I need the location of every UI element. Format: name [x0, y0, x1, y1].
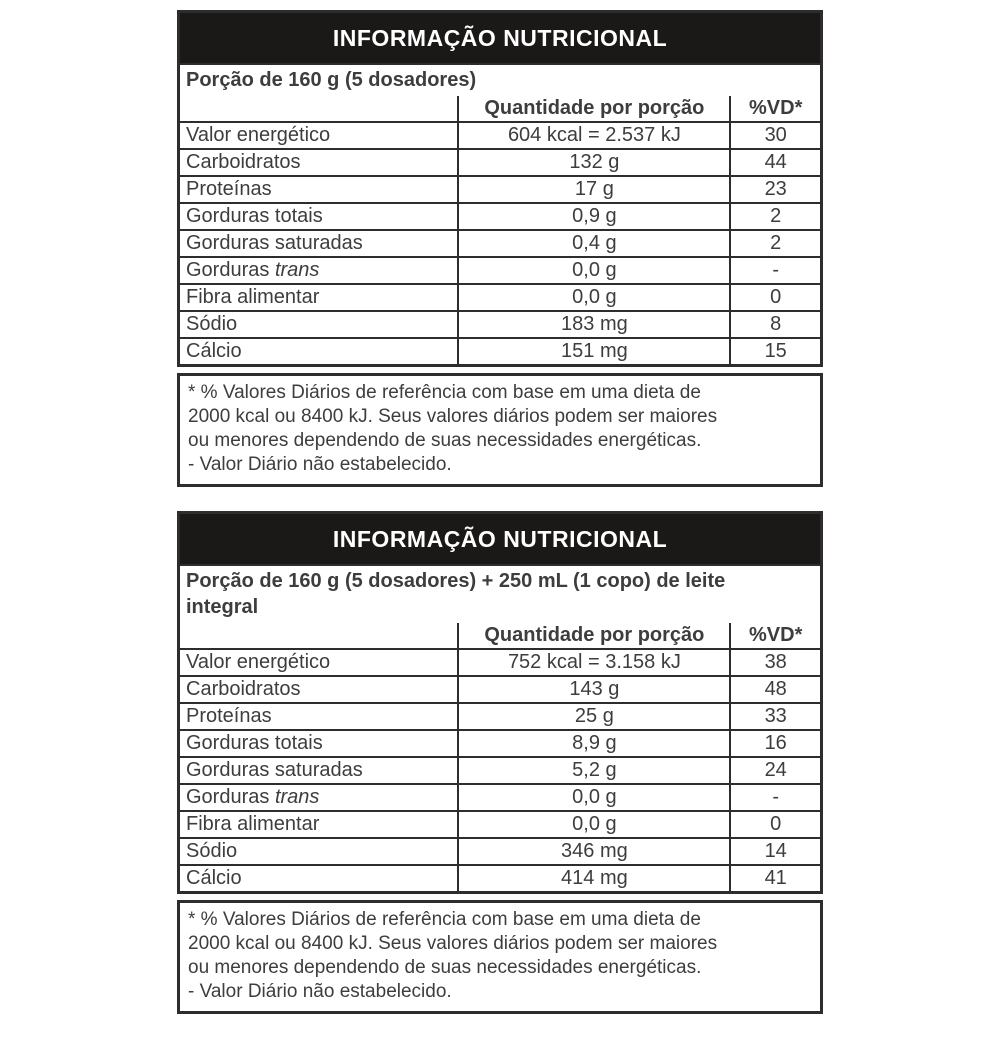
nutrient-row: [180, 703, 820, 730]
footnote-line: * % Valores Diários de referência com base em uma dieta de: [188, 382, 701, 403]
nutrient-row: [180, 230, 820, 257]
nutrient-name: Gorduras totais: [180, 203, 458, 230]
nutrient-row: [180, 838, 820, 865]
portion-line: Porção de 160 g (5 dosadores) + 250 mL (1 copo) de leite: [186, 570, 726, 592]
label-title: INFORMAÇÃO NUTRICIONAL: [332, 525, 668, 552]
daily-value-percent: 16: [730, 730, 820, 757]
nutrient-row: [180, 811, 820, 838]
daily-value-percent: 2: [730, 230, 820, 257]
label-title-bar: [180, 514, 820, 564]
nutrient-row: [180, 757, 820, 784]
daily-value-percent: 30: [730, 122, 820, 149]
nutrient-name: Cálcio: [180, 338, 458, 364]
quantity-value: 17 g: [458, 176, 730, 203]
nutrient-name: Carboidratos: [180, 149, 458, 176]
column-header-row: [180, 623, 820, 649]
footnote-line: ou menores dependendo de suas necessidades energéticas.: [188, 430, 702, 451]
daily-value-percent: 38: [730, 649, 820, 676]
quantity-value: 0,0 g: [458, 284, 730, 311]
nutrient-row: [180, 176, 820, 203]
footnote-line: 2000 kcal ou 8400 kJ. Seus valores diários podem ser maiores: [188, 933, 718, 954]
nutrient-name: Proteínas: [180, 176, 458, 203]
nutrient-name: Gorduras trans: [180, 257, 458, 284]
nutrition-label-powder: [177, 10, 823, 487]
footnote-line: - Valor Diário não estabelecido.: [188, 981, 452, 1002]
nutrient-row: [180, 122, 820, 149]
daily-value-percent: 24: [730, 757, 820, 784]
nutrient-name: Cálcio: [180, 865, 458, 891]
column-header-row: [180, 96, 820, 122]
quantity-value: 5,2 g: [458, 757, 730, 784]
quantity-value: 25 g: [458, 703, 730, 730]
daily-value-percent: 0: [730, 811, 820, 838]
quantity-value: 143 g: [458, 676, 730, 703]
quantity-value: 0,0 g: [458, 784, 730, 811]
daily-value-percent: -: [730, 257, 820, 284]
daily-value-percent: 23: [730, 176, 820, 203]
nutrient-name: Fibra alimentar: [180, 284, 458, 311]
footnote-line: - Valor Diário não estabelecido.: [188, 454, 452, 475]
daily-value-percent: 14: [730, 838, 820, 865]
quantity-value: 8,9 g: [458, 730, 730, 757]
quantity-value: 183 mg: [458, 311, 730, 338]
daily-value-percent: 48: [730, 676, 820, 703]
daily-value-percent: 2: [730, 203, 820, 230]
nutrient-name: Fibra alimentar: [180, 811, 458, 838]
label-box: [177, 511, 823, 894]
column-header-quantity: Quantidade por porção: [458, 623, 730, 649]
nutrient-name: Sódio: [180, 838, 458, 865]
portion-statement: [180, 63, 820, 96]
quantity-value: 0,0 g: [458, 811, 730, 838]
nutrient-row: [180, 676, 820, 703]
nutrient-row: [180, 284, 820, 311]
nutrient-name: Sódio: [180, 311, 458, 338]
footnote-line: 2000 kcal ou 8400 kJ. Seus valores diários podem ser maiores: [188, 406, 718, 427]
daily-value-percent: 0: [730, 284, 820, 311]
nutrient-name: Valor energético: [180, 649, 458, 676]
nutrient-row: [180, 203, 820, 230]
quantity-value: 132 g: [458, 149, 730, 176]
nutrient-row: [180, 649, 820, 676]
column-header-empty: [180, 623, 458, 649]
nutrient-name: Valor energético: [180, 122, 458, 149]
footnote-box: [177, 900, 823, 1014]
daily-value-percent: -: [730, 784, 820, 811]
quantity-value: 0,0 g: [458, 257, 730, 284]
footnote-line: ou menores dependendo de suas necessidades energéticas.: [188, 957, 702, 978]
quantity-value: 0,9 g: [458, 203, 730, 230]
label-title-bar: [180, 13, 820, 63]
column-header-quantity: Quantidade por porção: [458, 96, 730, 122]
nutrient-row: [180, 257, 820, 284]
nutrition-table: [180, 96, 820, 364]
nutrient-row: [180, 311, 820, 338]
column-header-vd: %VD*: [730, 623, 820, 649]
portion-statement: [180, 564, 820, 623]
daily-value-percent: 33: [730, 703, 820, 730]
nutrient-row: [180, 730, 820, 757]
nutrient-row: [180, 784, 820, 811]
quantity-value: 151 mg: [458, 338, 730, 364]
quantity-value: 604 kcal = 2.537 kJ: [458, 122, 730, 149]
portion-line: Porção de 160 g (5 dosadores): [186, 69, 477, 91]
daily-value-percent: 15: [730, 338, 820, 364]
label-title: INFORMAÇÃO NUTRICIONAL: [332, 24, 668, 51]
column-header-vd: %VD*: [730, 96, 820, 122]
nutrition-table: [180, 623, 820, 891]
nutrient-row: [180, 338, 820, 364]
column-header-empty: [180, 96, 458, 122]
nutrient-name: Gorduras trans: [180, 784, 458, 811]
daily-value-percent: 8: [730, 311, 820, 338]
footnote-box: [177, 373, 823, 487]
nutrient-row: [180, 149, 820, 176]
nutrient-name: Gorduras totais: [180, 730, 458, 757]
nutrient-row: [180, 865, 820, 891]
nutrient-name: Carboidratos: [180, 676, 458, 703]
nutrient-name: Gorduras saturadas: [180, 757, 458, 784]
quantity-value: 346 mg: [458, 838, 730, 865]
portion-line: integral: [186, 596, 259, 618]
nutrient-name: Gorduras saturadas: [180, 230, 458, 257]
daily-value-percent: 41: [730, 865, 820, 891]
label-box: [177, 10, 823, 367]
nutrition-label-with-milk: [177, 511, 823, 1014]
quantity-value: 414 mg: [458, 865, 730, 891]
footnote-line: * % Valores Diários de referência com base em uma dieta de: [188, 909, 701, 930]
quantity-value: 0,4 g: [458, 230, 730, 257]
quantity-value: 752 kcal = 3.158 kJ: [458, 649, 730, 676]
daily-value-percent: 44: [730, 149, 820, 176]
nutrient-name: Proteínas: [180, 703, 458, 730]
